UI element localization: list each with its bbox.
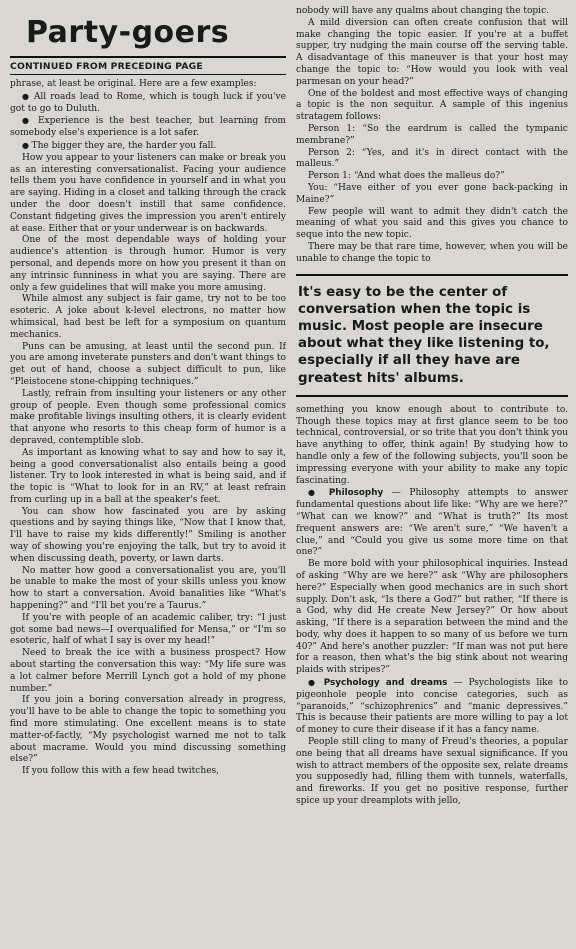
paragraph-text: Be more bold with your philosophical inquiries. Instead of asking “Why are we here?” ask “Why are philosophers here?” Especially when good mechanics are in such short supply. Don't ask, “Is there a God?” but rather, “If there is a God, why did He create New Jersey?” Or how about asking, “If there is a separation between the mind and the body, why does it happen to so many of us before we turn 40?” And here's another puzzler: “If man was not put here for a reason, then what's the big stink about not wearing plaids with stripes?”: [296, 559, 568, 676]
paragraph-text: A mild diversion can often create confusion that will make changing the topic easier. If you're at a buffet supper, try nudging the main course off the serving table. A disadvantage of this maneuver is that your host may change the topic to: “How would you look with veal parmesan on your head?”: [296, 17, 568, 87]
paragraph: [10, 115, 286, 140]
paragraph: [10, 153, 286, 236]
paragraph-text: There may be that rare time, however, when you will be unable to change the topic to: [296, 241, 568, 264]
paragraph: [10, 342, 286, 389]
paragraph-text: Person 2: “Yes, and it's in direct contact with the malleus.”: [296, 147, 568, 170]
paragraph-text: How you appear to your listeners can make or break you as an interesting conversationalist. Facing your audience tells them you have confidence in yourself and in what you are saying. Hiding in a closet and talking through the crack under the door doesn't instill that same confidence. Constant fidgeting gives the impression you aren't entirely at ease. Either that or your underwear is on backwards.: [10, 152, 286, 234]
paragraph-text: Puns can be amusing, at least until the second pun. If you are among inveterate punsters and don't want things to get out of hand, choose a subject difficult to pun, like “Pleistocene stone-chipping techniques.”: [10, 341, 286, 387]
paragraph: [296, 148, 568, 172]
paragraph: [10, 140, 286, 153]
paragraph-text: People still cling to many of Freud's theories, a popular one being that all dreams have sexual significance. If you wish to attract members of the opposite sex, relate dreams you supposedly had, filling them with tunnels, waterfalls, and fireworks. If you get no positive response, further spice up your dreamplots with jello,: [296, 737, 568, 807]
paragraph-text: If you follow this with a few head twitches,: [22, 766, 220, 777]
paragraph-text: If you join a boring conversation already in progress, you'll have to be able to change the topic to something you find more stimulating. One excellent means is to state matter-of-factly, “My psychologist warned me not to talk about macrame. Would you mind discussing something else?”: [10, 695, 286, 765]
title-rule: [10, 56, 286, 58]
paragraph-text: Experience is the best teacher, but learning from somebody else's experience is a lot safer.: [10, 116, 286, 139]
paragraph: [10, 389, 286, 448]
paragraph-text: One of the boldest and most effective ways of changing a topic is the non sequitur. A sample of this ingenius stratagem follows:: [296, 88, 568, 123]
paragraph-text: Few people will want to admit they didn't catch the meaning of what you said and this gives you chance to seque into the new topic.: [296, 206, 568, 241]
subject-term: Philosophy: [328, 488, 384, 499]
bullet-icon: ●: [22, 116, 38, 126]
paragraph: [296, 737, 568, 808]
paragraph-text: While almost any subject is fair game, try not to be too esoteric. A joke about k-level electrons, no matter how whimsical, had best be left for a symposium on quantum mechanics.: [10, 294, 286, 340]
paragraph-text: All roads lead to Rome, which is tough luck if you've got to go to Duluth.: [10, 91, 286, 114]
paragraph-text: If you're with people of an academic caliber, try: “I just got some bad news—I overqualified for Mensa,” or “I'm so esoteric, half of what I say is over my head!”: [10, 612, 286, 647]
paragraph: [10, 79, 286, 91]
paragraph: [10, 766, 286, 778]
paragraph-text: nobody will have any qualms about changing the topic.: [296, 6, 550, 16]
bullet-icon: ●: [22, 91, 34, 101]
paragraph-text: — Psychologists like to pigeonhole people into concise categories, such as “paranoids,” “schizophrenics” and “manic depressives.” This is because their patients are more willing to pay a lot of money to cure their disease if it has a fancy name.: [296, 678, 568, 736]
paragraph: [296, 124, 568, 148]
right-top-text: [296, 6, 568, 266]
paragraph-text: No matter how good a conversationalist you are, you'll be unable to make the most of your skills unless you know how to start a conversation. Avoid banalities like “What's happening?” and “I'll bet you're a Taurus.”: [10, 565, 286, 612]
paragraph: [10, 91, 286, 116]
subject-term: Psychology and dreams: [323, 678, 448, 689]
paragraph: [296, 171, 568, 183]
right-bottom-text: [296, 405, 568, 808]
paragraph-text: — Philosophy attempts to answer fundamental questions about life like: “Why are we here?” “What can we know?” and “What is truth?” Its most frequent answers are: “We aren't sure,” “We haven't a clue,” and “Could you give us some more time on that one?”: [296, 488, 568, 558]
paragraph-text: The bigger they are, the harder you fall.: [31, 140, 217, 151]
paragraph: [10, 566, 286, 613]
paragraph: [10, 695, 286, 766]
paragraph: [296, 207, 568, 242]
left-body-text: [10, 79, 286, 778]
paragraph-text: As important as knowing what to say and how to say it, being a good conversationalist also entails being a good listener. Try to look interested in what is being said, and if the topic is “What to look for in an RV,” at least refrain from curling up in a ball at the speaker's feet.: [10, 447, 286, 505]
paragraph: [296, 6, 568, 18]
paragraph-text: Person 1: “So the eardrum is called the tympanic membrane?”: [296, 123, 568, 146]
paragraph-text: Person 1: “And what does the malleus do?”: [308, 171, 505, 182]
paragraph: [296, 89, 568, 124]
paragraph-text: something you know enough about to contribute to. Though these topics may at first glance seem to be too technical, controversial, or so trite that you don't think you have anything to offer, think again! By studying how to handle only a few of the following subjects, you'll soon be impressing everyone with your ability to make any topic fascinating.: [296, 404, 568, 486]
bullet-icon: ●: [22, 140, 32, 150]
paragraph-text: Need to break the ice with a business prospect? How about starting the conversation this way: “My life sure was a lot calmer before Merrill Lynch got a hold of my phone number.”: [10, 648, 286, 694]
paragraph: [296, 677, 568, 737]
continued-rule: [10, 74, 286, 75]
right-column: [296, 6, 568, 949]
continued-label: CONTINUED FROM PRECEDING PAGE: [10, 61, 203, 72]
paragraph: [10, 235, 286, 294]
paragraph-text: You: “Have either of you ever gone back-packing in Maine?”: [296, 182, 568, 205]
paragraph-text: Lastly, refrain from insulting your listeners or any other group of people. Even though some professional comics make profitable livings insulting others, it is clearly evident that anyone who resorts to this cheap form of humor is a depraved, contemptible slob.: [10, 388, 286, 446]
paragraph-text: One of the most dependable ways of holding your audience's attention is through humor. Humor is very personal, and depends more on how you present it than on any intrinsic funniness in what you are saying. There are only a few guidelines that will make you more amusing.: [10, 235, 286, 293]
paragraph: [10, 507, 286, 566]
paragraph: [10, 448, 286, 507]
paragraph: [296, 405, 568, 488]
article-title: Party-goers: [26, 15, 230, 50]
paragraph: [296, 183, 568, 207]
paragraph: [296, 18, 568, 89]
paragraph: [296, 487, 568, 559]
bullet-icon: ●: [308, 488, 329, 498]
paragraph: [10, 294, 286, 341]
bullet-icon: ●: [308, 678, 324, 688]
paragraph: [296, 242, 568, 266]
paragraph: [10, 648, 286, 695]
paragraph: [10, 613, 286, 648]
left-column: [10, 6, 286, 949]
pull-quote-text: It's easy to be the center of conversation when the topic is music. Most people are insecure about what they like listening to, especially if all they have are greatest hits' albums.: [298, 284, 550, 386]
paragraph: [296, 559, 568, 677]
pull-quote: [296, 274, 568, 397]
paragraph-text: phrase, at least be original. Here are a few examples:: [10, 79, 257, 89]
paragraph-text: You can show how fascinated you are by asking questions and by saying things like, “Now that I know that, I'll have to raise my kids differently!” Smiling is another way of showing you're enjoying the talk, but try to avoid it when discussing death, poverty, or lawn darts.: [10, 506, 286, 564]
